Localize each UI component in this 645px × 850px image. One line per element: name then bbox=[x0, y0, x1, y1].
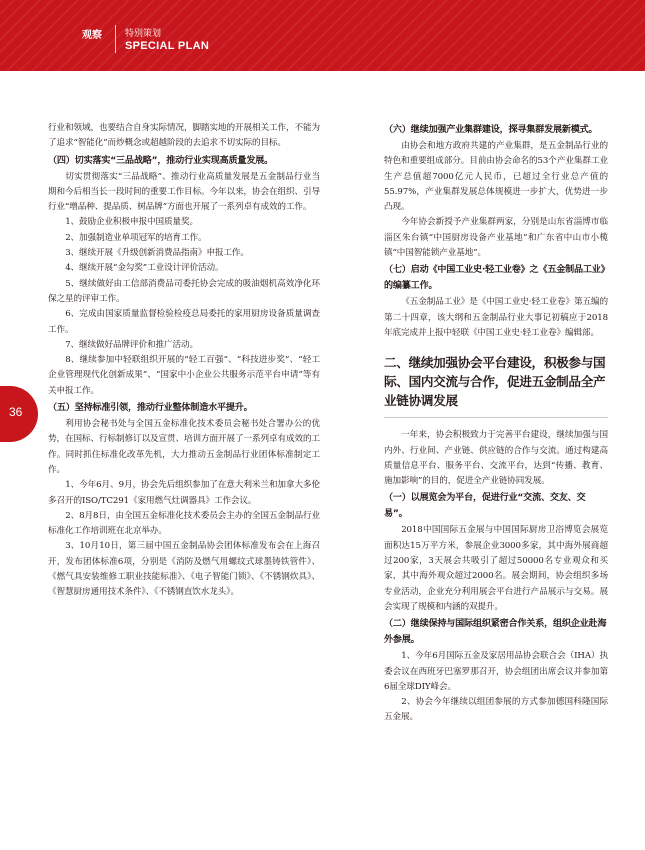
section-title-en: SPECIAL PLAN bbox=[125, 40, 210, 52]
list-item: 7、继续做好品牌评价和推广活动。 bbox=[65, 339, 198, 350]
subheading-1: （一）以展览会为平台，促进行业“交流、交友、交易”。 bbox=[384, 493, 586, 520]
list-item: 3、10月10日，第三届中国五金制品协会团体标准发布会在上海召开，发布团体标准6项，分别是《消防及燃气用螺纹式球墨铸铁管件》、《燃气具安装维修工职业技能标准》、《电子智能门锁》、《不锈钢炊具》、《智慧厨房通用技术条件》、《不锈钢直饮水龙头》。 bbox=[48, 541, 320, 598]
list-item: 1、今年6月、9月，协会先后组织参加了在意大利米兰和加拿大多伦多召开的ISO/TC291《家用燃气灶调器具》工作会议。 bbox=[48, 480, 320, 506]
subheading-4: （四）切实落实“三品战略”，推动行业实现高质量发展。 bbox=[48, 155, 274, 166]
list-item: 2、加强制造业单项冠军的培育工作。 bbox=[65, 232, 207, 243]
section-heading: 二、继续加强协会平台建设，积极参与国际、国内交流与合作，促进五金制品全产业链协调发展 bbox=[384, 355, 606, 409]
paragraph: 2018中国国际五金展与中国国际厨房卫浴博览会展览面积达15万平方米，参展企业3000多家，其中海外展商超过200家，3天展会共吸引了超过50000名专业观众和买家，其中海外观众超过2000名。展会期间，协会组织多场专业活动，企业充分利用展会平台进行产品展示与交易。展会实现了规模和内涵的双提升。 bbox=[384, 525, 608, 612]
list-item: 2、协会今年继续以组团参展的方式参加德国科隆国际五金展。 bbox=[384, 697, 608, 723]
list-item: 2、8月8日，由全国五金标准化技术委员会主办的全国五金制品行业标准化工作培训班在北京举办。 bbox=[48, 510, 320, 537]
paragraph: 切实贯彻落实“三品战略”、推动行业高质量发展是五金制品行业当期和今后相当长一段时间的重要工作目标。今年以来，协会在组织、引导行业“增品种、提品质、树品牌”方面也开展了一系列卓有成效的工作。 bbox=[48, 171, 320, 213]
paragraph: 今年协会新授予产业集群两家，分别是山东省淄博市临淄区朱台镇“中国厨房设备产业基地”和广东省中山市小榄镇“中国智能锁产业基地”。 bbox=[384, 217, 608, 259]
subheading-2: （二）继续保持与国际组织紧密合作关系，组织企业赴海外参展。 bbox=[384, 619, 607, 646]
section-category: 特别策划 bbox=[125, 29, 162, 39]
section-divider bbox=[384, 417, 608, 418]
subheading-7: （七）启动《中国工业史·轻工业卷》之《五金制品工业》的编纂工作。 bbox=[384, 265, 606, 292]
paragraph: 《五金制品工业》是《中国工业史·轻工业卷》第五编的第二十四章，该大纲和五金制品行业大事记初稿应于2018年底完成并上报中轻联《中国工业史·轻工业卷》编辑部。 bbox=[384, 297, 608, 338]
right-column bbox=[384, 121, 608, 726]
header-banner bbox=[0, 0, 645, 71]
list-item: 3、继续开展《升级创新消费品指南》申报工作。 bbox=[65, 248, 249, 259]
list-item: 4、继续开展“金勾奖”工业设计评价活动。 bbox=[65, 263, 224, 274]
list-item: 8、继续参加中轻联组织开展的“轻工百强”、“科技进步奖”、“轻工企业管理现代化创新成果”、“国家中小企业公共服务示范平台申请”等有关申报工作。 bbox=[48, 355, 320, 396]
subheading-5: （五）坚持标准引领，推动行业整体制造水平提升。 bbox=[48, 403, 253, 414]
page-number: 36 bbox=[9, 405, 23, 419]
spacer bbox=[384, 341, 608, 353]
subheading-6: （六）继续加强产业集群建设，探寻集群发展新模式。 bbox=[384, 125, 598, 135]
left-column bbox=[48, 121, 320, 601]
list-item: 1、今年6月国际五金及家居用品协会联合会（IHA）执委会议在西班牙巴塞罗那召开，协会组团出席会议并参加第6届全球DIY峰会。 bbox=[384, 651, 608, 692]
paragraph: 由协会和地方政府共建的产业集群，是五金制品行业的特色和重要组成部分。目前由协会命名的53个产业集群工业生产总值超7000亿元人民币，已超过全行业总产值的55.97%，产业集群发展总体规模进一步扩大，优势进一步凸现。 bbox=[384, 141, 608, 213]
page-number-tab bbox=[0, 386, 38, 442]
paragraph: 利用协会秘书处与全国五金标准化技术委员会秘书处合署办公的优势，在国标、行标制修订以及宣贯、培训方面开展了一系列卓有成效的工作。同时抓住标准化改革先机，大力推动五金制品行业团体标准制定工作。 bbox=[48, 419, 320, 475]
list-item: 5、继续做好由工信部消费品司委托协会完成的吸油烟机高效净化环保之星的评审工作。 bbox=[48, 278, 320, 304]
paragraph: 行业和领域，也要结合自身实际情况，脚踏实地的开展相关工作，不能为了追求“智能化”而炒概念或超越阶段的去追求不切实际的目标。 bbox=[48, 123, 320, 149]
paragraph: 一年来，协会积极致力于完善平台建设，继续加强与国内外、行业间、产业链、供应链的合作与交流。通过构建高质量信息平台、服务平台、交流平台，达到“传播、教育、施加影响”的目的，促进全产业链协同发展。 bbox=[384, 430, 608, 487]
list-item: 1、鼓励企业积极申报中国质量奖。 bbox=[65, 217, 198, 228]
header-divider bbox=[115, 25, 116, 53]
magazine-logo: 观察 bbox=[82, 30, 102, 41]
list-item: 6、完成由国家质量监督检验检疫总局委托的家用厨房设备质量调查工作。 bbox=[48, 309, 320, 335]
